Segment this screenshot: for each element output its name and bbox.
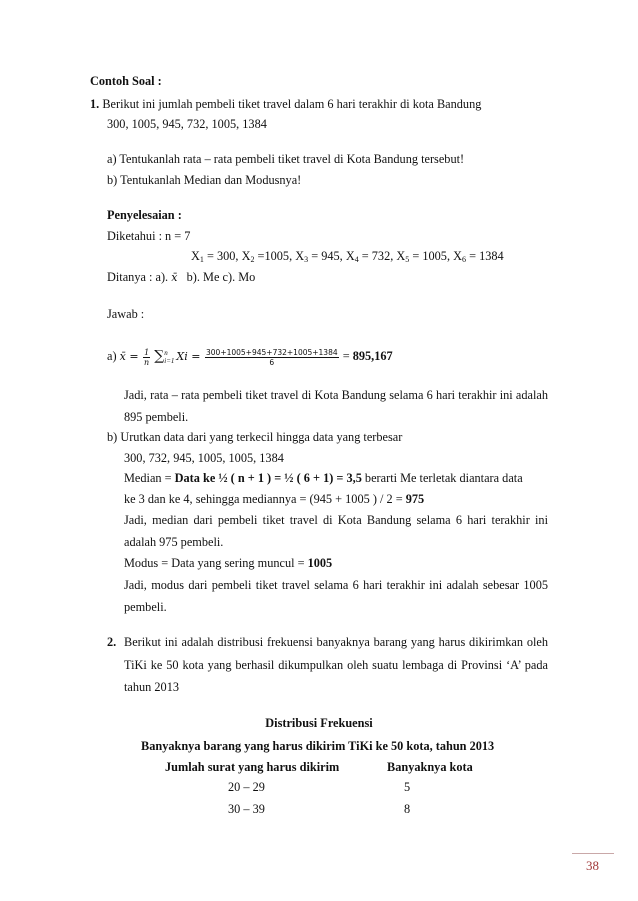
x-symbol: X: [241, 249, 251, 263]
mean-eq3: =: [339, 349, 353, 363]
table-row-count: 5: [404, 780, 411, 794]
median-line2-prefix: ke 3 dan ke 4, sehingga mediannya = (945 + 1005 ) / 2 =: [124, 492, 406, 506]
asked-prefix: Ditanya : a).: [107, 270, 172, 284]
table-col-count-header: Banyaknya kota: [387, 760, 473, 774]
table-col-range-header: Jumlah surat yang harus dikirim: [165, 760, 340, 774]
asked-xbar: x̄: [171, 271, 178, 284]
question-1: [90, 97, 481, 111]
table-title: Distribusi Frekuensi: [265, 716, 373, 730]
x-subscript: 3: [304, 255, 309, 264]
frac-num: 1: [144, 347, 150, 357]
known-n: Diketahui : n = 7: [107, 229, 191, 243]
mode-conclusion-1: Jadi, modus dari pembeli tiket travel selama 6 hari terakhir ini adalah sebesar 1005: [124, 578, 548, 592]
sorted-data: 300, 732, 945, 1005, 1005, 1384: [124, 451, 284, 465]
x-values: [191, 249, 504, 263]
mean-xbar: x̄: [119, 350, 126, 363]
mean-result: 895,167: [352, 349, 393, 363]
x-subscript: 1: [199, 255, 204, 264]
mean-eq2: =: [187, 350, 204, 363]
frac-sum-den: 6: [269, 357, 275, 367]
page-number: 38: [586, 858, 599, 873]
sort-intro: b) Urutkan data dari yang terkecil hingga data yang terbesar: [107, 430, 403, 444]
mean-conclusion-1: Jadi, rata – rata pembeli tiket travel di Kota Bandung selama 6 hari terakhir ini adalah: [124, 388, 548, 402]
heading: Contoh Soal :: [90, 74, 162, 88]
median-conclusion-1: Jadi, median dari pembeli tiket travel di Kota Bandung selama 6 hari terakhir ini: [124, 513, 548, 527]
median-line-2: [124, 492, 424, 506]
task-b: b) Tentukanlah Median dan Modusnya!: [107, 173, 302, 187]
x-value-list: [191, 249, 504, 263]
mean-frac-1-over-n: [143, 348, 150, 367]
mean-xi: Xi: [176, 350, 188, 363]
x-symbol: X: [453, 249, 462, 263]
frac-sum-num: 300+1005+945+732+1005+1384: [206, 347, 338, 357]
frac-den: n: [144, 357, 150, 367]
x-value: [295, 249, 346, 263]
question-2-line-1: Berikut ini adalah distribusi frekuensi banyaknya barang yang harus dikirimkan oleh: [124, 635, 548, 649]
x-value: [453, 249, 504, 263]
x-val: = 1005,: [409, 249, 454, 263]
task-a: a) Tentukanlah rata – rata pembeli tiket travel di Kota Bandung tersebut!: [107, 152, 465, 166]
table-row-count: 8: [404, 802, 411, 816]
median-line-1: [124, 471, 523, 485]
x-val: = 300,: [203, 249, 242, 263]
x-symbol: X: [295, 249, 305, 263]
x-val: =1005,: [254, 249, 296, 263]
sum-top: n: [164, 349, 168, 358]
mode-prefix: Modus = Data yang sering muncul =: [124, 556, 308, 570]
question-1-text: Berikut ini jumlah pembeli tiket travel dalam 6 hari terakhir di kota Bandung: [102, 97, 482, 111]
x-val: = 945,: [308, 249, 346, 263]
x-symbol: X: [191, 249, 200, 263]
x-value: [346, 249, 397, 263]
sum-limits: [164, 349, 174, 365]
question-2-line-2: TiKi ke 50 kota yang berhasil dikumpulkan oleh suatu lembaga di Provinsi ‘A’ pada: [124, 658, 548, 672]
x-subscript: 5: [405, 255, 410, 264]
median-prefix: Median =: [124, 471, 175, 485]
solution-title: Penyelesaian :: [107, 208, 182, 222]
x-symbol: X: [396, 249, 406, 263]
median-conclusion-2: adalah 975 pembeli.: [124, 535, 224, 549]
x-value: [191, 249, 242, 263]
asked: [107, 270, 255, 285]
x-val: = 1384: [466, 249, 504, 263]
table-row-range: 20 – 29: [228, 780, 265, 794]
page-number-rule: [572, 853, 614, 854]
question-2-number: 2.: [107, 635, 117, 649]
asked-rest: b). Me c). Mo: [186, 270, 256, 284]
mode-conclusion-2: pembeli.: [124, 600, 167, 614]
answer-label: Jawab :: [107, 307, 145, 321]
x-value: [242, 249, 296, 263]
x-subscript: 6: [462, 255, 466, 264]
question-2-line-3: tahun 2013: [124, 680, 179, 694]
x-subscript: 2: [250, 255, 255, 264]
x-symbol: X: [345, 249, 355, 263]
median-formula: Data ke ½ ( n + 1 ) = ½ ( 6 + 1) = 3,5: [174, 471, 362, 485]
mode-line: [124, 556, 332, 570]
question-1-data: 300, 1005, 945, 732, 1005, 1384: [107, 117, 267, 131]
mean-conclusion-2: 895 pembeli.: [124, 410, 189, 424]
mean-frac-sum: [205, 348, 339, 367]
x-val: = 732,: [358, 249, 397, 263]
mean-formula: [107, 346, 393, 367]
x-subscript: 4: [354, 255, 359, 264]
mean-prefix: a): [107, 349, 120, 363]
median-suffix: berarti Me terletak diantara data: [361, 471, 523, 485]
x-value: [396, 249, 453, 263]
table-subtitle: Banyaknya barang yang harus dikirim TiKi ke 50 kota, tahun 2013: [141, 739, 495, 753]
sum-bottom: i=1: [164, 357, 175, 366]
table-row-range: 30 – 39: [228, 802, 265, 816]
mode-value: 1005: [307, 556, 333, 570]
question-1-number: 1.: [90, 97, 100, 111]
mean-eq1: =: [125, 350, 143, 363]
sigma-symbol: ∑: [154, 348, 165, 364]
median-value: 975: [405, 492, 425, 506]
